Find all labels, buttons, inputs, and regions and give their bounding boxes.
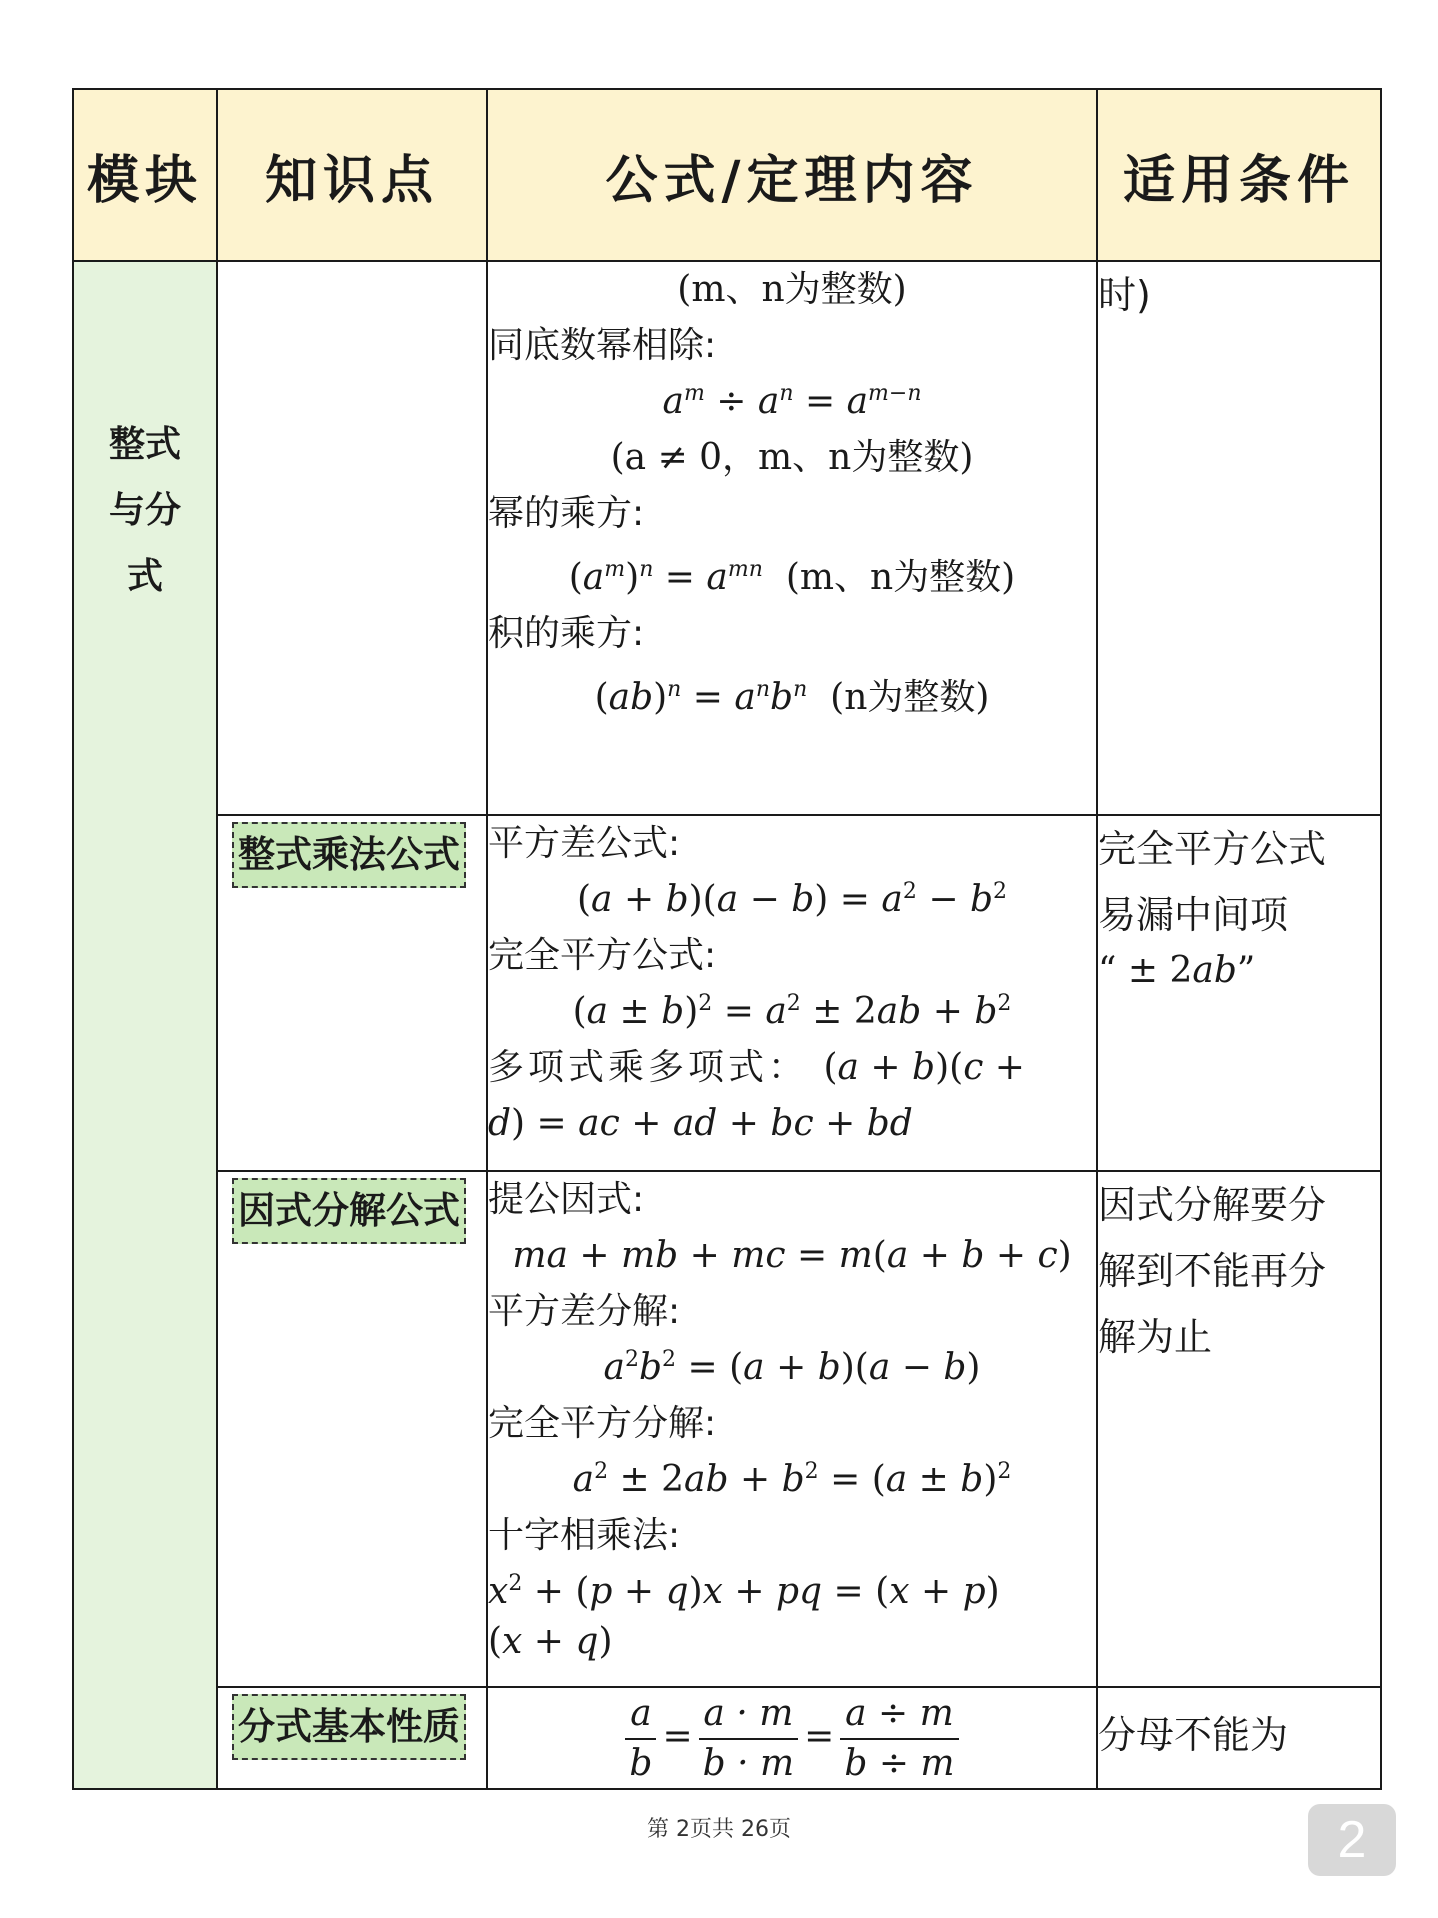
condition-text: 解到不能再分 <box>1098 1249 1327 1293</box>
formula-table <box>72 88 1382 1790</box>
header-module: 模块 <box>73 89 217 261</box>
formula-title: 十字相乘法: <box>488 1515 681 1556</box>
fraction: $\frac{a \cdot m}{b \cdot m}$ <box>699 1690 799 1788</box>
formula: $x^2 + (p + q)x$ + pq = (x + p) <box>488 1571 1000 1612</box>
knowledge-point-cell <box>217 1687 487 1789</box>
formula-title: 积的乘方: <box>488 613 645 654</box>
formula-title: 平方差公式: <box>488 823 681 864</box>
formula-cell <box>487 1171 1097 1687</box>
formula-cell <box>487 261 1097 815</box>
module-cell <box>73 261 217 1789</box>
formula: d) = ac + ad + bc + bd <box>488 1103 913 1144</box>
formula: $a^2 \pm 2ab + b^2 = (a \pm b)^2$ <box>572 1459 1012 1500</box>
knowledge-point-cell <box>217 261 487 815</box>
header-row <box>73 89 1381 261</box>
table-row <box>73 1687 1381 1789</box>
formula: $a^m \div a^n = a^{m-n}$ <box>662 381 922 422</box>
formula-condition: (a ≠ 0，m、n为整数) <box>610 437 974 478</box>
knowledge-point-tag: 分式基本性质 <box>232 1694 466 1760</box>
knowledge-point-tag: 因式分解公式 <box>232 1178 466 1244</box>
formula-title: 多项式乘多项式： (a + b)(c + <box>488 1047 1025 1088</box>
header-knowledge-point: 知识点 <box>217 89 487 261</box>
condition-cell <box>1097 1171 1381 1687</box>
condition-text: 因式分解要分 <box>1098 1183 1327 1227</box>
condition-text: 完全平方公式 <box>1098 827 1327 871</box>
formula-condition: (n为整数) <box>830 677 990 718</box>
formula: $(a \pm b)^2 = a^2 \pm 2ab + b^2$ <box>572 991 1012 1032</box>
table-row <box>73 815 1381 1171</box>
formula: ma + mb + mc = m(a + b + c) <box>512 1235 1072 1276</box>
module-label: 整式与分式 <box>108 424 181 597</box>
formula-title: 完全平方公式: <box>488 935 717 976</box>
page-number-badge: 2 <box>1308 1804 1396 1876</box>
condition-cell: 时) <box>1097 261 1381 815</box>
knowledge-point-tag: 整式乘法公式 <box>232 822 466 888</box>
condition-text: “ ± 2ab” <box>1098 950 1256 991</box>
condition-cell: 分母不能为 <box>1097 1687 1381 1789</box>
formula-title: 同底数幂相除: <box>488 325 717 366</box>
knowledge-point-cell <box>217 815 487 1171</box>
formula-condition: (m、n为整数) <box>677 269 907 310</box>
formula-cell: $\frac{a}{b}$ = $\frac{a \cdot m}{b \cdot m}$ = $\frac{a \div m}{b \div m}$ <box>487 1687 1097 1789</box>
fraction: $\frac{a \div m}{b \div m}$ <box>840 1690 958 1788</box>
formula-title: 提公因式: <box>488 1179 645 1220</box>
page-footer: 第 2页共 26页 <box>647 1817 791 1842</box>
table-row <box>73 261 1381 815</box>
header-formula-content: 公式/定理内容 <box>487 89 1097 261</box>
formula-title: 完全平方分解: <box>488 1403 717 1444</box>
formula: $(a + b)(a - b) = a^2 - b^2$ <box>577 879 1007 920</box>
fraction: $\frac{a}{b}$ <box>625 1690 656 1788</box>
formula-cell <box>487 815 1097 1171</box>
formula: $a^2b^2 = (a + b)(a - b)$ <box>603 1347 981 1388</box>
condition-text: 解为止 <box>1098 1315 1213 1359</box>
formula-condition: (m、n为整数) <box>785 557 1016 598</box>
condition-cell <box>1097 815 1381 1171</box>
knowledge-point-cell <box>217 1171 487 1687</box>
formula: $(ab)^n = a^nb^n$ (n为整数) <box>594 677 990 718</box>
table-row <box>73 1171 1381 1687</box>
header-condition: 适用条件 <box>1097 89 1381 261</box>
formula-title: 平方差分解: <box>488 1291 681 1332</box>
formula: (x + q) <box>488 1621 613 1662</box>
formula: $(a^m)^n = a^{mn}$ (m、n为整数) <box>568 557 1016 598</box>
condition-text: 易漏中间项 <box>1098 893 1289 937</box>
formula-title: 幂的乘方: <box>488 493 645 534</box>
